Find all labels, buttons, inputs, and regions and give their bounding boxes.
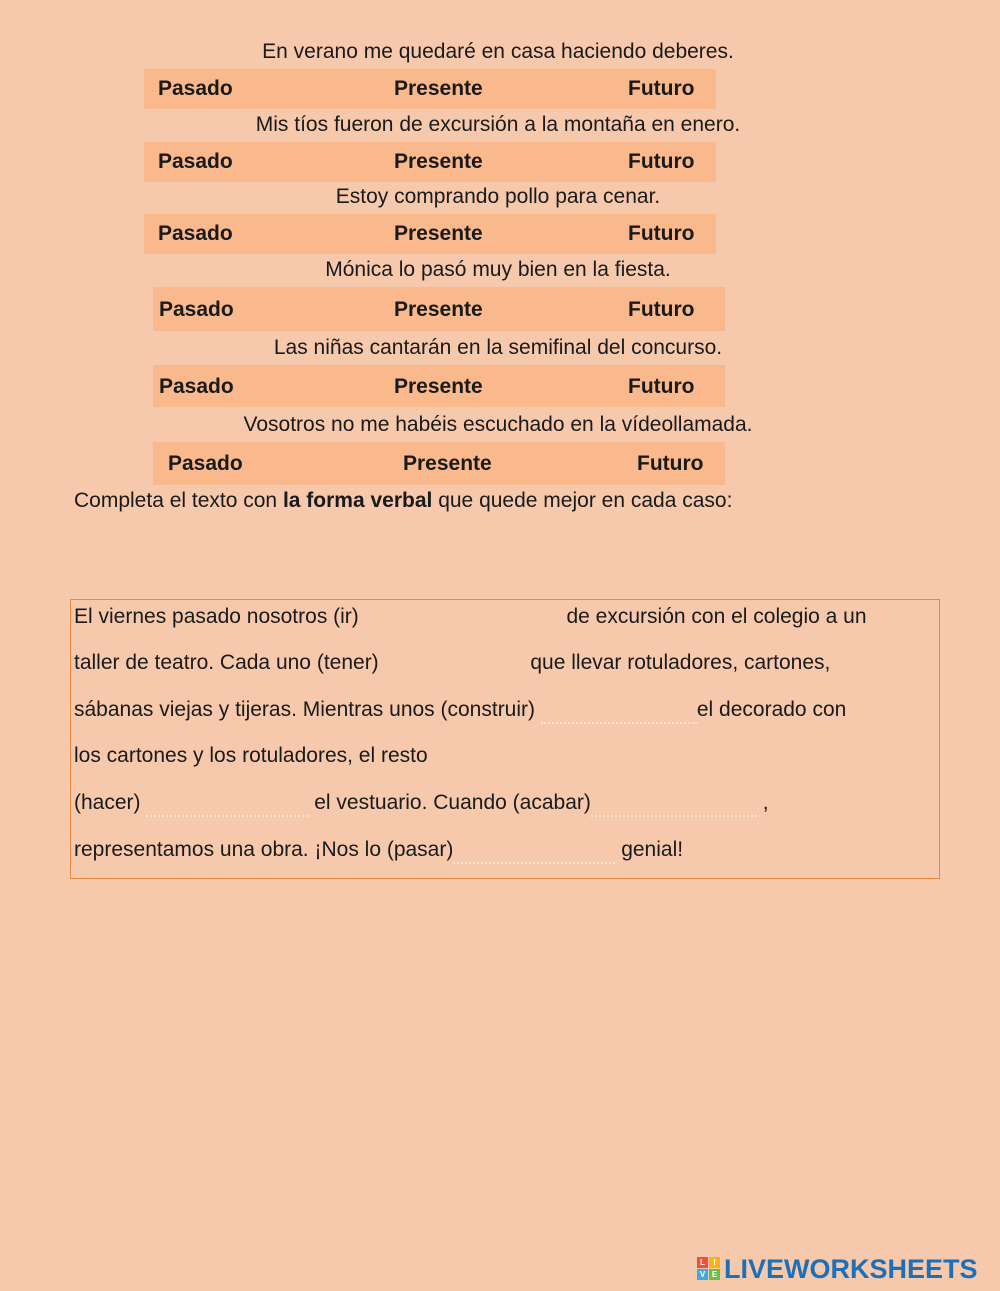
option-pasado[interactable]: Pasado (159, 298, 234, 321)
text-l1b: de excursión con el colegio a un (566, 605, 867, 628)
text-l6a: representamos una obra. ¡Nos lo (pasar) (74, 838, 454, 861)
logo-mark-e: E (709, 1269, 720, 1280)
option-presente[interactable]: Presente (394, 375, 483, 398)
sentence-6: Vosotros no me habéis escuchado en la vídeollamada. (243, 413, 753, 436)
option-pasado[interactable]: Pasado (158, 77, 233, 100)
text-l6b: genial! (621, 838, 684, 861)
option-futuro[interactable]: Futuro (628, 298, 695, 321)
logo-mark-v: V (697, 1269, 708, 1280)
instruction (74, 487, 732, 515)
sentence-5: Las niñas cantarán en la semifinal del concurso. (273, 336, 723, 359)
sentence-2: Mis tíos fueron de excursión a la montaña en enero. (255, 113, 741, 136)
gap-construir[interactable] (541, 698, 697, 724)
sentence-1: En verano me quedaré en casa haciendo deberes. (262, 40, 734, 63)
options-row-6 (153, 442, 725, 485)
text-line-2 (74, 648, 935, 678)
instruction-before: Completa el texto con (74, 489, 283, 512)
gap-acabar[interactable] (591, 791, 757, 817)
text-line-5 (74, 788, 935, 818)
options-row-3 (144, 214, 716, 254)
text-l2a: taller de teatro. Cada uno (tener) (74, 651, 379, 674)
option-futuro[interactable]: Futuro (628, 150, 695, 173)
text-l2b: que llevar rotuladores, cartones, (530, 651, 831, 674)
fill-text-box (70, 599, 940, 879)
option-presente[interactable]: Presente (394, 298, 483, 321)
option-presente[interactable]: Presente (394, 222, 483, 245)
text-line-6 (74, 835, 935, 865)
gap-ir[interactable] (365, 605, 561, 629)
gap-tener[interactable] (385, 651, 525, 675)
option-futuro[interactable]: Futuro (628, 77, 695, 100)
gap-pasar[interactable] (453, 838, 615, 864)
logo-text: LIVEWORKSHEETS (724, 1253, 978, 1284)
text-line-4 (74, 741, 935, 771)
gap-hacer[interactable] (146, 791, 308, 817)
option-pasado[interactable]: Pasado (158, 150, 233, 173)
option-presente[interactable]: Presente (394, 77, 483, 100)
option-futuro[interactable]: Futuro (628, 222, 695, 245)
instruction-after: que quede mejor en cada caso: (432, 489, 733, 512)
options-row-4 (153, 287, 725, 331)
text-l5c: , (756, 791, 769, 814)
options-row-2 (144, 142, 716, 182)
option-pasado[interactable]: Pasado (159, 375, 234, 398)
option-pasado[interactable]: Pasado (158, 222, 233, 245)
text-line-1 (74, 602, 935, 632)
option-pasado[interactable]: Pasado (168, 452, 243, 475)
option-futuro[interactable]: Futuro (637, 452, 704, 475)
sentence-4: Mónica lo pasó muy bien en la fiesta. (325, 258, 671, 281)
sentence-3: Estoy comprando pollo para cenar. (335, 185, 661, 208)
text-l5a: (hacer) (74, 791, 141, 814)
options-row-1 (144, 69, 716, 109)
text-l1a: El viernes pasado nosotros (ir) (74, 605, 359, 628)
instruction-bold: la forma verbal (282, 489, 433, 512)
option-futuro[interactable]: Futuro (628, 375, 695, 398)
text-l4: los cartones y los rotuladores, el resto (74, 744, 428, 767)
liveworksheets-logo[interactable] (697, 1254, 978, 1284)
text-l5b: el vestuario. Cuando (acabar) (308, 791, 591, 814)
option-presente[interactable]: Presente (403, 452, 492, 475)
option-presente[interactable]: Presente (394, 150, 483, 173)
logo-mark-icon (697, 1257, 721, 1281)
text-line-3 (74, 695, 935, 725)
options-row-5 (153, 365, 725, 407)
logo-mark-i: I (709, 1257, 720, 1268)
logo-mark-l: L (697, 1257, 708, 1268)
text-l3b: el decorado con (696, 698, 847, 721)
text-l3a: sábanas viejas y tijeras. Mientras unos (construir) (74, 698, 536, 721)
